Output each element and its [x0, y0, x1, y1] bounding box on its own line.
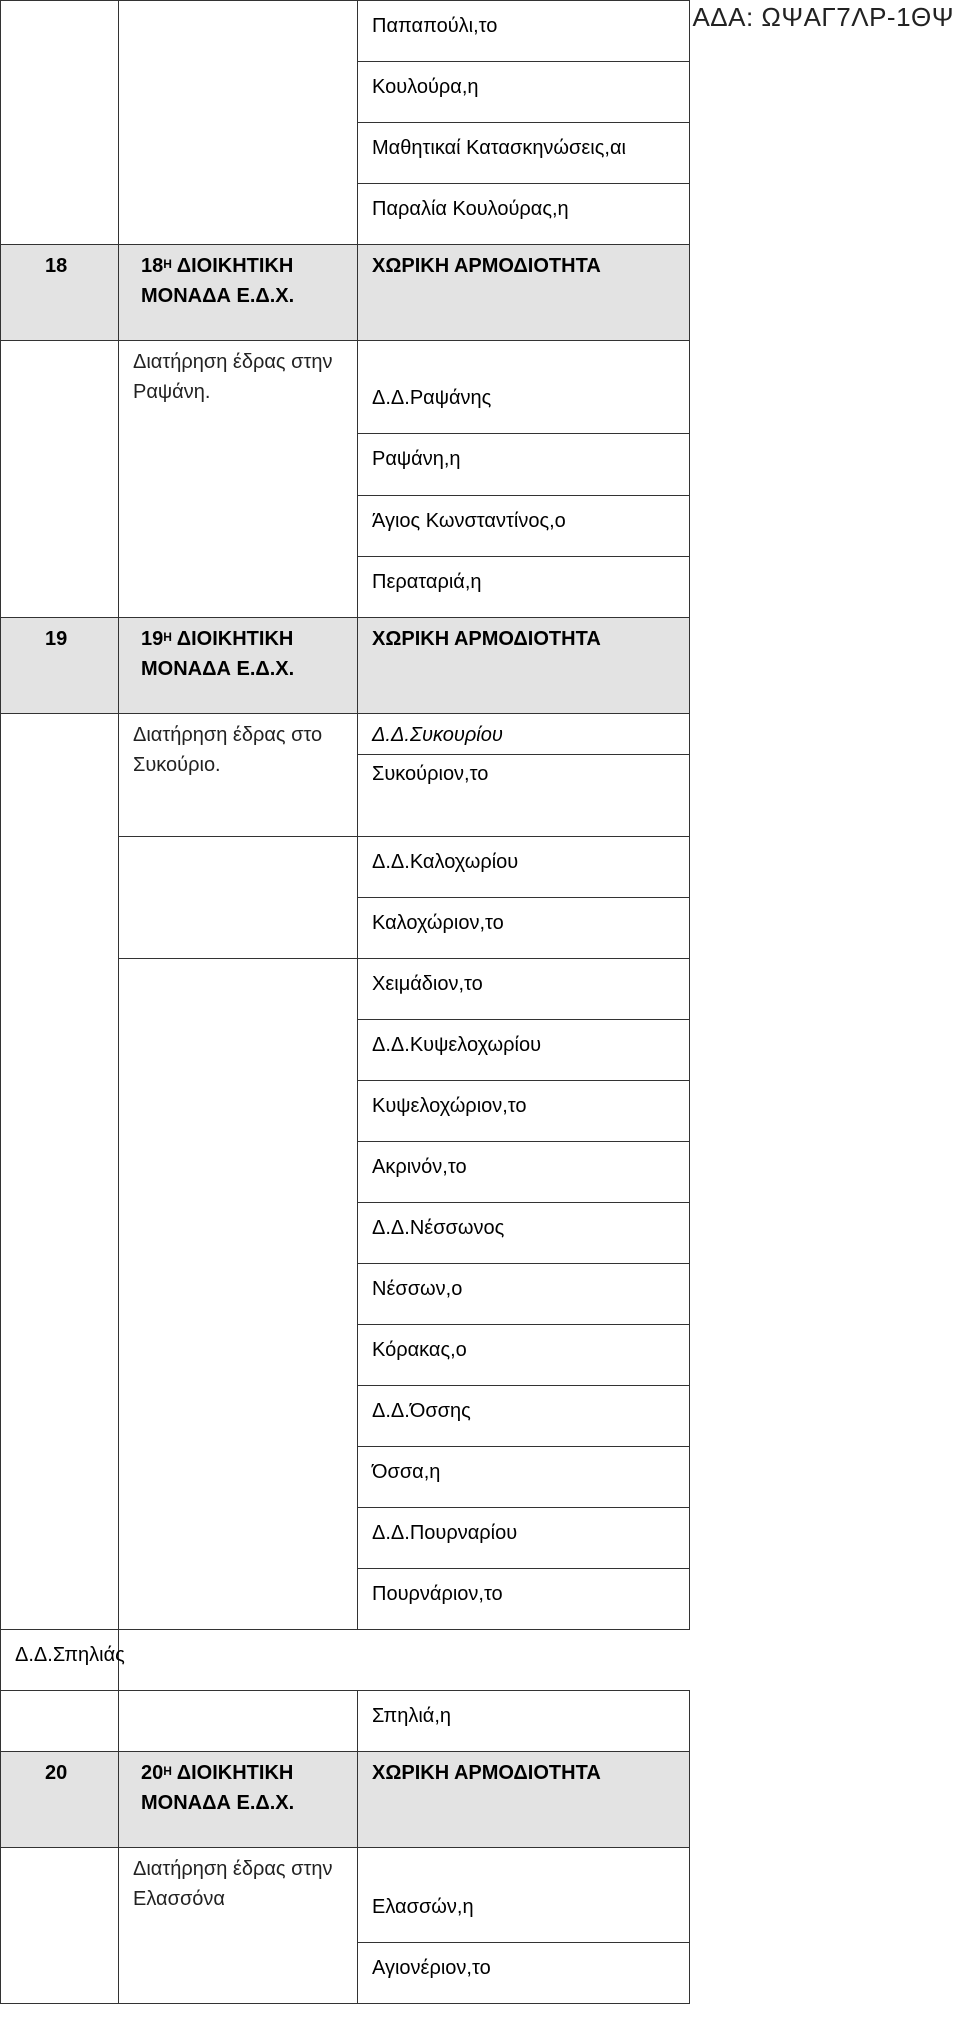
place-cell: Καλοχώριον,το — [358, 898, 690, 959]
table-row — [1, 1848, 690, 1943]
place-cell: Κυψελοχώριον,το — [358, 1081, 690, 1142]
place-cell: Ραψάνη,η — [358, 434, 690, 496]
section-unit — [119, 618, 358, 714]
section-number: 19 — [1, 618, 119, 714]
place-name: Συκούριον,το — [358, 754, 689, 789]
section-header-row — [1, 618, 690, 714]
unit-number: 18 — [141, 255, 164, 277]
place-cell: Δ.Δ.Πουρναρίου — [358, 1508, 690, 1569]
unit-number: 19 — [141, 628, 164, 650]
table-row — [1, 1, 690, 62]
place-cell: Δ.Δ.Όσσης — [358, 1386, 690, 1447]
place-cell: Δ.Δ.Καλοχωρίου — [358, 837, 690, 898]
place-cell: Δ.Δ.Νέσσωνος — [358, 1203, 690, 1264]
seat-note: Διατήρηση έδρας στην Ελασσόνα — [119, 1848, 358, 2004]
place-cell: Περαταριά,η — [358, 557, 690, 618]
place-cell: Δ.Δ.Σπηλιάς — [1, 1630, 119, 1691]
unit-line2: ΜΟΝΑΔΑ Ε.Δ.Χ. — [141, 1792, 295, 1814]
unit-sup: Η — [163, 1764, 172, 1778]
section-heading: ΧΩΡΙΚΗ ΑΡΜΟΔΙΟΤΗΤΑ — [358, 1752, 690, 1848]
unit-number: 20 — [141, 1762, 164, 1784]
unit-line1: ΔΙΟΙΚΗΤΙΚΗ — [176, 1762, 294, 1784]
table-row — [1, 1691, 690, 1752]
place-cell: Ελασσών,η — [358, 1848, 690, 1943]
number-cell — [1, 1848, 119, 2004]
section-unit — [119, 1752, 358, 1848]
place-cell: Παπαπούλι,το — [358, 1, 690, 62]
place-cell: Παραλία Κουλούρας,η — [358, 184, 690, 245]
number-cell — [1, 714, 119, 1630]
place-cell: Μαθητικαί Κατασκηνώσεις,αι — [358, 123, 690, 184]
table-row — [1, 1630, 690, 1691]
number-cell — [1, 341, 119, 618]
section-number: 20 — [1, 1752, 119, 1848]
place-cell — [358, 714, 690, 837]
empty-cell — [119, 959, 358, 1630]
table-row — [1, 714, 690, 837]
unit-cell — [119, 1, 358, 245]
section-unit — [119, 245, 358, 341]
empty-cell — [119, 1691, 358, 1752]
unit-line2: ΜΟΝΑΔΑ Ε.Δ.Χ. — [141, 658, 295, 680]
ada-watermark: ΑΔΑ: ΩΨΑΓ7ΛΡ-1ΘΨ — [692, 2, 954, 32]
seat-note: Διατήρηση έδρας στην Ραψάνη. — [119, 341, 358, 618]
place-cell: Κόρακας,ο — [358, 1325, 690, 1386]
place-cell: Σπηλιά,η — [358, 1691, 690, 1752]
district-name: Δ.Δ.Συκουρίου — [372, 724, 503, 746]
place-cell: Δ.Δ.Κυψελοχωρίου — [358, 1020, 690, 1081]
place-cell: Ακρινόν,το — [358, 1142, 690, 1203]
number-cell — [1, 1691, 119, 1752]
place-cell: Νέσσων,ο — [358, 1264, 690, 1325]
place-cell: Κουλούρα,η — [358, 62, 690, 123]
unit-sup: Η — [163, 257, 172, 271]
unit-line1: ΔΙΟΙΚΗΤΙΚΗ — [176, 255, 294, 277]
place-cell: Χειμάδιον,το — [358, 959, 690, 1020]
place-cell: Δ.Δ.Ραψάνης — [358, 341, 690, 434]
place-cell: Πουρνάριον,το — [358, 1569, 690, 1630]
section-number: 18 — [1, 245, 119, 341]
section-header-row — [1, 245, 690, 341]
seat-note: Διατήρηση έδρας στο Συκούριο. — [119, 714, 358, 837]
section-heading: ΧΩΡΙΚΗ ΑΡΜΟΔΙΟΤΗΤΑ — [358, 245, 690, 341]
section-header-row — [1, 1752, 690, 1848]
unit-sup: Η — [163, 630, 172, 644]
unit-line2: ΜΟΝΑΔΑ Ε.Δ.Χ. — [141, 285, 295, 307]
empty-cell — [119, 837, 358, 959]
table-row — [1, 341, 690, 434]
section-heading: ΧΩΡΙΚΗ ΑΡΜΟΔΙΟΤΗΤΑ — [358, 618, 690, 714]
place-cell: Όσσα,η — [358, 1447, 690, 1508]
number-cell — [1, 1, 119, 245]
unit-line1: ΔΙΟΙΚΗΤΙΚΗ — [176, 628, 294, 650]
place-cell: Άγιος Κωνσταντίνος,ο — [358, 496, 690, 557]
place-cell: Αγιονέριον,το — [358, 1943, 690, 2004]
